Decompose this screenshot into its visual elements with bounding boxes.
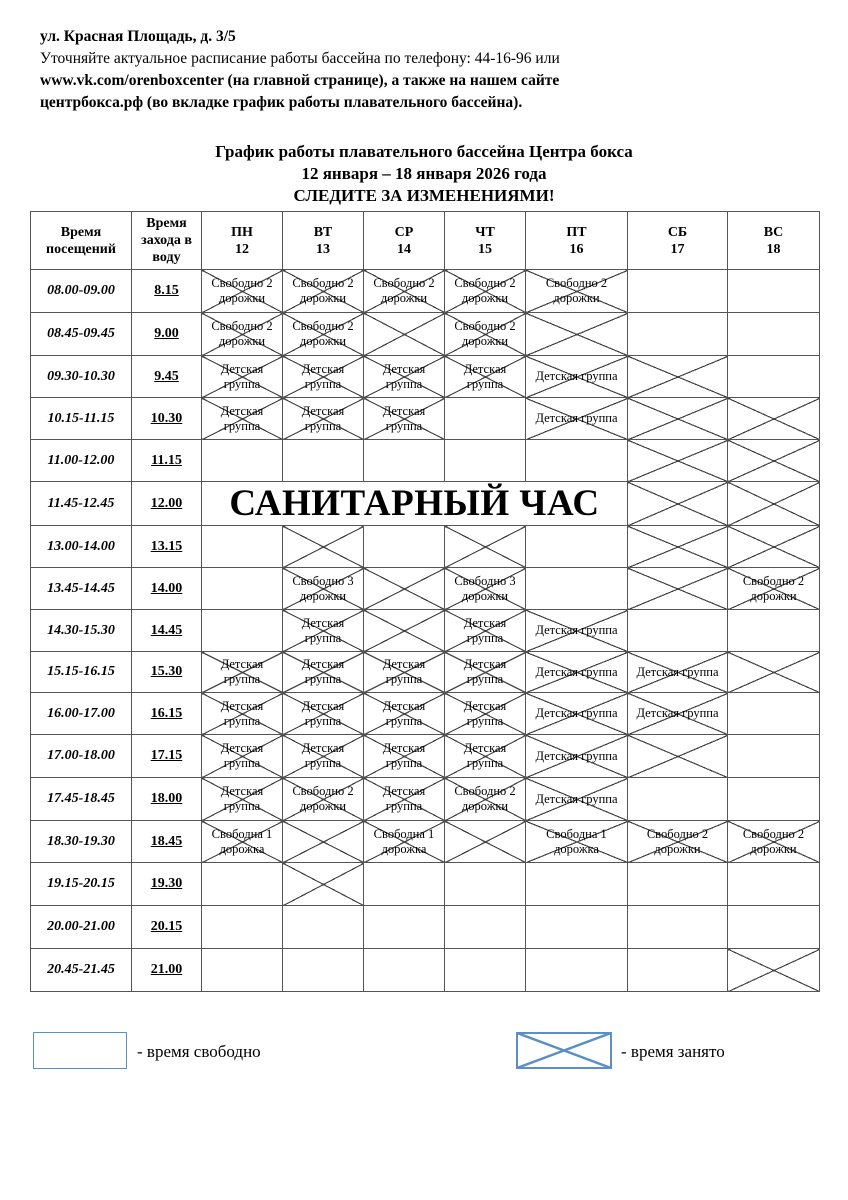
slot-cell bbox=[364, 949, 445, 992]
slot-cell bbox=[283, 821, 364, 863]
enter-time-value: 11.15 bbox=[151, 452, 182, 468]
slot-cell bbox=[628, 270, 728, 313]
slot-cell bbox=[445, 693, 526, 735]
slot-cell bbox=[728, 693, 820, 735]
slot-cell bbox=[526, 735, 628, 778]
table-row bbox=[31, 610, 820, 652]
slot-cell bbox=[628, 906, 728, 949]
slot-cell bbox=[445, 440, 526, 482]
visit-time: 17.00-18.00 bbox=[31, 735, 132, 778]
slot-cell bbox=[202, 356, 283, 398]
slot-label: Детская группа bbox=[463, 698, 507, 728]
slot-label: Детская группа bbox=[382, 698, 426, 728]
slot-cell bbox=[202, 652, 283, 693]
enter-time bbox=[132, 693, 202, 735]
slot-cell bbox=[728, 652, 820, 693]
slot-label: Детская группа bbox=[301, 361, 345, 391]
visit-time: 09.30-10.30 bbox=[31, 356, 132, 398]
slot-label: Свободно 2 дорожки bbox=[454, 784, 516, 813]
slot-cell bbox=[628, 821, 728, 863]
table-row bbox=[31, 906, 820, 949]
header-day: ВС 18 bbox=[728, 212, 820, 270]
slot-cell bbox=[283, 863, 364, 906]
slot-label: Детская группа bbox=[301, 657, 345, 686]
slot-cell bbox=[364, 356, 445, 398]
enter-time-value: 12.00 bbox=[150, 495, 183, 511]
header-info bbox=[40, 26, 820, 114]
slot-cell bbox=[526, 949, 628, 992]
schedule-title bbox=[0, 141, 848, 207]
enter-time bbox=[132, 313, 202, 356]
slot-cell bbox=[202, 526, 283, 568]
enter-time bbox=[132, 440, 202, 482]
slot-label: Детская группа bbox=[220, 741, 264, 770]
slot-label: Детская группа bbox=[463, 615, 507, 645]
slot-cell bbox=[364, 270, 445, 313]
enter-time bbox=[132, 735, 202, 778]
visit-time: 13.00-14.00 bbox=[31, 526, 132, 568]
header-day: ПТ 16 bbox=[526, 212, 628, 270]
slot-cell bbox=[728, 356, 820, 398]
slot-cell bbox=[445, 778, 526, 821]
slot-cell bbox=[728, 906, 820, 949]
legend-free-label: - время свободно bbox=[137, 1042, 261, 1061]
table-row bbox=[31, 778, 820, 821]
slot-cell bbox=[283, 949, 364, 992]
legend-busy-label: - время занято bbox=[621, 1042, 725, 1061]
slot-cell bbox=[628, 440, 728, 482]
slot-label: Детская группа bbox=[382, 741, 426, 770]
table-row bbox=[31, 313, 820, 356]
slot-cell bbox=[445, 526, 526, 568]
slot-label: Детская группа bbox=[463, 361, 507, 391]
slot-cell bbox=[445, 568, 526, 610]
slot-cell bbox=[202, 440, 283, 482]
enter-time-value: 14.00 bbox=[150, 580, 183, 596]
enter-time-value: 17.15 bbox=[150, 748, 183, 763]
slot-label: Свободно 2 дорожки bbox=[292, 784, 354, 813]
table-row bbox=[31, 863, 820, 906]
slot-cell bbox=[526, 270, 628, 313]
slot-label: Детская группа bbox=[301, 403, 345, 433]
slot-cell bbox=[364, 735, 445, 778]
slot-label: Детская группа bbox=[636, 706, 719, 720]
slot-cell bbox=[728, 949, 820, 992]
slot-cell bbox=[283, 568, 364, 610]
visit-time: 20.45-21.45 bbox=[31, 949, 132, 992]
slot-cell bbox=[526, 440, 628, 482]
slot-cell bbox=[364, 398, 445, 440]
enter-time bbox=[132, 482, 202, 526]
enter-time-value: 16.15 bbox=[150, 705, 183, 721]
slot-cell bbox=[202, 949, 283, 992]
table-row bbox=[31, 693, 820, 735]
slot-cell bbox=[283, 526, 364, 568]
slot-label: Свободно 2 дорожки bbox=[211, 276, 273, 305]
visit-time: 11.45-12.45 bbox=[31, 482, 132, 526]
table-row bbox=[31, 568, 820, 610]
slot-cell bbox=[283, 398, 364, 440]
visit-time: 16.00-17.00 bbox=[31, 693, 132, 735]
slot-cell bbox=[445, 906, 526, 949]
slot-label: Свободно 2 дорожки bbox=[454, 319, 516, 348]
slot-label: Детская группа bbox=[301, 741, 345, 770]
enter-time bbox=[132, 526, 202, 568]
slot-cell bbox=[728, 313, 820, 356]
slot-cell bbox=[364, 821, 445, 863]
slot-label: Свободно 3 дорожки bbox=[454, 573, 516, 603]
slot-cell bbox=[628, 863, 728, 906]
slot-cell bbox=[445, 356, 526, 398]
slot-cell bbox=[283, 693, 364, 735]
slot-cell bbox=[283, 652, 364, 693]
slot-label: Свободно 3 дорожки bbox=[292, 573, 354, 603]
slot-cell bbox=[202, 568, 283, 610]
slot-label: Свободно 2 дорожки bbox=[373, 276, 435, 305]
slot-cell bbox=[526, 568, 628, 610]
slot-cell bbox=[628, 568, 728, 610]
slot-label: Свободно 2 дорожки bbox=[292, 319, 354, 348]
slot-cell bbox=[364, 610, 445, 652]
enter-time bbox=[132, 270, 202, 313]
slot-label: Свободна 1 дорожка bbox=[211, 826, 273, 856]
enter-time-value: 8.15 bbox=[154, 283, 179, 298]
slot-label: Детская группа bbox=[301, 615, 345, 645]
slot-cell bbox=[728, 398, 820, 440]
site-line: центрбокса.рф (во вкладке график работы плавательного бассейна). bbox=[40, 94, 523, 111]
enter-time-value: 9.45 bbox=[154, 368, 179, 384]
header-row bbox=[31, 212, 820, 270]
slot-cell bbox=[364, 778, 445, 821]
visit-time: 20.00-21.00 bbox=[31, 906, 132, 949]
slot-cell bbox=[283, 440, 364, 482]
slot-label: Детская группа bbox=[636, 664, 719, 679]
slot-cell bbox=[526, 863, 628, 906]
table-row bbox=[31, 356, 820, 398]
slot-cell bbox=[202, 313, 283, 356]
slot-cell bbox=[628, 398, 728, 440]
slot-cell bbox=[728, 482, 820, 526]
enter-time bbox=[132, 949, 202, 992]
address: ул. Красная Площадь, д. 3/5 bbox=[40, 28, 236, 45]
slot-cell bbox=[364, 652, 445, 693]
slot-label: Свободна 1 дорожка bbox=[373, 826, 435, 856]
sanitary-hour: САНИТАРНЫЙ ЧАС bbox=[202, 482, 628, 526]
slot-label: Детская группа bbox=[220, 698, 264, 728]
slot-cell bbox=[445, 270, 526, 313]
slot-cell bbox=[283, 906, 364, 949]
slot-cell bbox=[728, 568, 820, 610]
slot-cell bbox=[526, 398, 628, 440]
slot-label: Свободно 2 дорожки bbox=[742, 573, 805, 603]
slot-label: Детская группа bbox=[535, 369, 618, 383]
slot-cell bbox=[526, 778, 628, 821]
slot-cell bbox=[364, 313, 445, 356]
slot-label: Детская группа bbox=[463, 657, 507, 686]
slot-cell bbox=[728, 863, 820, 906]
slot-cell bbox=[202, 778, 283, 821]
slot-cell bbox=[445, 821, 526, 863]
legend-busy-swatch bbox=[516, 1032, 612, 1069]
slot-cell bbox=[628, 735, 728, 778]
slot-cell bbox=[202, 270, 283, 313]
slot-cell bbox=[728, 778, 820, 821]
slot-cell bbox=[526, 356, 628, 398]
phone-line: Уточняйте актуальное расписание работы бассейна по телефону: 44-16-96 или bbox=[40, 50, 560, 67]
slot-cell bbox=[445, 863, 526, 906]
visit-time: 10.15-11.15 bbox=[31, 398, 132, 440]
enter-time-value: 18.45 bbox=[150, 833, 183, 849]
enter-time-value: 20.15 bbox=[150, 919, 183, 934]
visit-time: 13.45-14.45 bbox=[31, 568, 132, 610]
enter-time-value: 10.30 bbox=[150, 410, 183, 426]
slot-cell bbox=[526, 821, 628, 863]
table-row bbox=[31, 398, 820, 440]
enter-time bbox=[132, 398, 202, 440]
slot-cell bbox=[364, 440, 445, 482]
slot-cell bbox=[728, 735, 820, 778]
slot-label: Детская группа bbox=[535, 706, 618, 720]
enter-time-value: 9.00 bbox=[154, 326, 179, 341]
slot-cell bbox=[728, 440, 820, 482]
slot-cell bbox=[628, 778, 728, 821]
title-line-2: 12 января – 18 января 2026 года bbox=[301, 164, 547, 183]
slot-cell bbox=[526, 906, 628, 949]
slot-label: Детская группа bbox=[382, 657, 426, 686]
slot-cell bbox=[526, 652, 628, 693]
slot-cell bbox=[628, 693, 728, 735]
table-row bbox=[31, 440, 820, 482]
enter-time bbox=[132, 356, 202, 398]
slot-cell bbox=[364, 863, 445, 906]
enter-time bbox=[132, 863, 202, 906]
slot-cell bbox=[283, 356, 364, 398]
slot-label: Детская группа bbox=[463, 741, 507, 770]
slot-cell bbox=[445, 652, 526, 693]
legend-free-swatch bbox=[33, 1032, 127, 1069]
schedule-table bbox=[30, 211, 820, 992]
slot-cell bbox=[364, 906, 445, 949]
header-day: ЧТ 15 bbox=[445, 212, 526, 270]
slot-label: Свободно 2 дорожки bbox=[454, 276, 516, 305]
slot-cell bbox=[283, 778, 364, 821]
enter-time-value: 13.15 bbox=[150, 538, 183, 554]
enter-time-value: 19.30 bbox=[150, 876, 183, 891]
slot-label: Детская группа bbox=[301, 698, 345, 728]
enter-time bbox=[132, 906, 202, 949]
slot-label: Свободно 2 дорожки bbox=[292, 276, 354, 305]
slot-label: Свободно 2 дорожки bbox=[211, 319, 273, 348]
slot-label: Свободно 2 дорожки bbox=[545, 276, 608, 305]
table-row bbox=[31, 735, 820, 778]
slot-cell bbox=[202, 610, 283, 652]
slot-cell bbox=[202, 863, 283, 906]
slot-label: Детская группа bbox=[382, 361, 426, 391]
table-row bbox=[31, 949, 820, 992]
enter-time bbox=[132, 778, 202, 821]
slot-cell bbox=[628, 313, 728, 356]
slot-label: Детская группа bbox=[535, 748, 618, 763]
enter-time bbox=[132, 821, 202, 863]
header-day: ПН 12 bbox=[202, 212, 283, 270]
visit-time: 08.45-09.45 bbox=[31, 313, 132, 356]
header-day: СР 14 bbox=[364, 212, 445, 270]
slot-cell bbox=[283, 270, 364, 313]
visit-time: 11.00-12.00 bbox=[31, 440, 132, 482]
slot-cell bbox=[445, 313, 526, 356]
slot-cell bbox=[445, 398, 526, 440]
header-day: СБ 17 bbox=[628, 212, 728, 270]
table-row bbox=[31, 270, 820, 313]
slot-cell bbox=[283, 313, 364, 356]
slot-cell bbox=[445, 735, 526, 778]
enter-time bbox=[132, 652, 202, 693]
slot-cell bbox=[728, 821, 820, 863]
slot-cell bbox=[526, 693, 628, 735]
slot-label: Детская группа bbox=[220, 403, 264, 433]
visit-time: 08.00-09.00 bbox=[31, 270, 132, 313]
slot-cell bbox=[628, 652, 728, 693]
enter-time-value: 21.00 bbox=[150, 962, 183, 977]
slot-cell bbox=[728, 526, 820, 568]
slot-label: Детская группа bbox=[535, 664, 618, 679]
slot-cell bbox=[628, 356, 728, 398]
slot-label: Детская группа bbox=[220, 361, 264, 391]
table-row bbox=[31, 821, 820, 863]
slot-cell bbox=[728, 610, 820, 652]
visit-time: 15.15-16.15 bbox=[31, 652, 132, 693]
slot-label: Свободно 2 дорожки bbox=[646, 826, 709, 856]
header-visit-time: Время посещений bbox=[31, 212, 132, 270]
slot-cell bbox=[202, 906, 283, 949]
slot-cell bbox=[628, 526, 728, 568]
slot-cell bbox=[526, 313, 628, 356]
slot-cell bbox=[202, 398, 283, 440]
visit-time: 19.15-20.15 bbox=[31, 863, 132, 906]
enter-time-value: 18.00 bbox=[150, 791, 183, 806]
header-enter-time: Время захода в воду bbox=[132, 212, 202, 270]
slot-cell bbox=[364, 568, 445, 610]
table-row bbox=[31, 652, 820, 693]
slot-cell bbox=[283, 735, 364, 778]
slot-cell bbox=[445, 949, 526, 992]
slot-cell bbox=[445, 610, 526, 652]
slot-cell bbox=[628, 949, 728, 992]
slot-cell bbox=[364, 526, 445, 568]
enter-time bbox=[132, 610, 202, 652]
slot-cell bbox=[202, 735, 283, 778]
slot-cell bbox=[202, 821, 283, 863]
slot-label: Детская группа bbox=[535, 411, 618, 425]
slot-cell bbox=[202, 693, 283, 735]
enter-time-value: 14.45 bbox=[150, 622, 183, 638]
visit-time: 14.30-15.30 bbox=[31, 610, 132, 652]
enter-time-value: 15.30 bbox=[150, 664, 183, 679]
table-row bbox=[31, 526, 820, 568]
slot-label: Свободна 1 дорожка bbox=[546, 826, 607, 856]
visit-time: 18.30-19.30 bbox=[31, 821, 132, 863]
enter-time bbox=[132, 568, 202, 610]
title-line-1: График работы плавательного бассейна Центра бокса bbox=[215, 142, 633, 161]
slot-cell bbox=[628, 482, 728, 526]
slot-cell bbox=[283, 610, 364, 652]
visit-time: 17.45-18.45 bbox=[31, 778, 132, 821]
slot-label: Детская группа bbox=[535, 623, 618, 637]
slot-cell bbox=[728, 270, 820, 313]
slot-cell bbox=[364, 693, 445, 735]
slot-label: Детская группа bbox=[220, 784, 264, 813]
slot-cell bbox=[526, 526, 628, 568]
slot-label: Детская группа bbox=[382, 784, 426, 813]
slot-label: Свободно 2 дорожки bbox=[742, 826, 805, 856]
vk-line: www.vk.com/orenboxcenter (на главной странице), а также на нашем сайте bbox=[40, 72, 560, 89]
schedule-body bbox=[31, 270, 820, 992]
table-row bbox=[31, 482, 820, 526]
slot-label: Детская группа bbox=[382, 403, 426, 433]
slot-cell bbox=[526, 610, 628, 652]
header-day: ВТ 13 bbox=[283, 212, 364, 270]
slot-label: Детская группа bbox=[535, 791, 618, 806]
title-line-3: СЛЕДИТЕ ЗА ИЗМЕНЕНИЯМИ! bbox=[293, 186, 555, 205]
slot-cell bbox=[628, 610, 728, 652]
slot-label: Детская группа bbox=[220, 657, 264, 686]
